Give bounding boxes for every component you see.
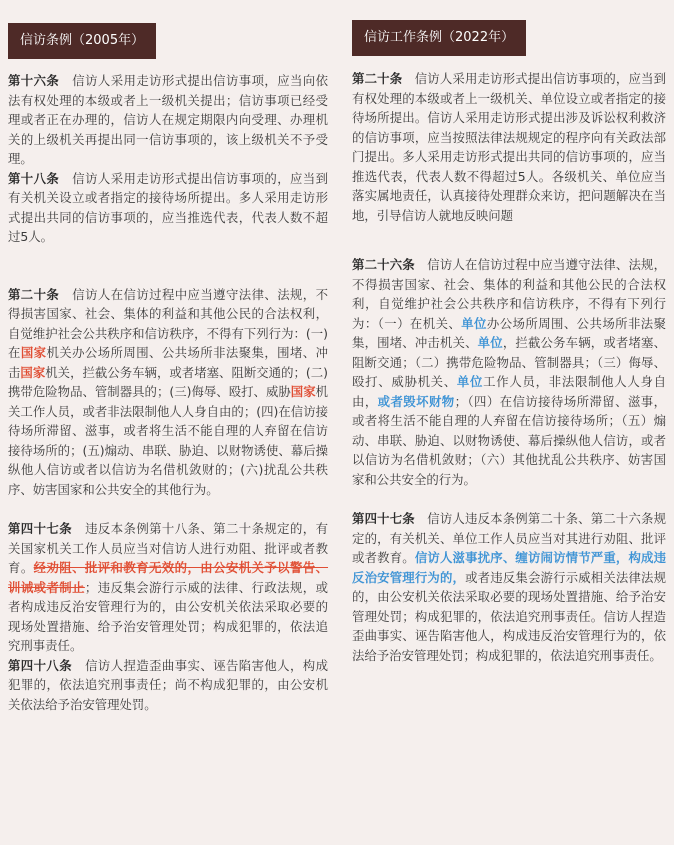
highlight-added: 单位 bbox=[461, 315, 487, 331]
highlight-removed: 国家 bbox=[290, 384, 316, 399]
article-20-new bbox=[352, 69, 666, 225]
highlight-added: 或者毁坏财物 bbox=[377, 393, 455, 409]
article-label: 第四十七条 bbox=[8, 521, 73, 536]
article-text: 工作人员，非法限制他人人身自由， bbox=[352, 374, 667, 409]
article-label: 第十八条 bbox=[8, 170, 60, 186]
article-text: 信访人采用走访形式提出信访事项，应当向依法有权处理的本级或者上一级机关提出；信访事项已经受理或者正在办理的，信访人在规定期限内向受理、办理机关的上级机关再提出同一信访事项的，该上级机关不予受理。 bbox=[8, 73, 328, 166]
article-text: 机关，拦截公务车辆，或者堵塞、阻断交通的；(二)携带危险物品、管制器具的；(三)侮辱、殴打、威胁 bbox=[8, 364, 329, 399]
article-47-new bbox=[352, 509, 666, 665]
article-text: 信访人违反本条例第二十条、第二十六条规定的，有关机关、单位工作人员应当对其进行劝阻、批评或者教育。 bbox=[352, 511, 667, 565]
highlight-removed: 国家 bbox=[20, 345, 47, 360]
column-2005 bbox=[8, 0, 328, 714]
article-label: 第十六条 bbox=[8, 73, 60, 88]
highlight-added: 单位 bbox=[456, 374, 484, 389]
article-label: 第二十六条 bbox=[352, 257, 415, 272]
article-text: 信访人采用走访形式提出信访事项的，应当到有权处理的本级或者上一级机关、单位设立或者指定的接待场所提出。信访人采用走访形式提出涉及诉讼权利救济的信访事项，应当按照法律法规规定的程序向有关政法部门提出。多人采用走访形式提出共同的信访事项的，应当推选代表，代表人数不得超过5人。各级机关、单位应当落实属地责任，认真接待处理群众来访，把问题解决在当地，引导信访人就地反映问题 bbox=[352, 71, 667, 223]
article-text: 违反本条例第十八条、第二十条规定的，有关国家机关工作人员应当对信访人进行劝阻、批评或者教育。 bbox=[8, 521, 328, 575]
highlight-added: 信访人滋事扰序、缠访闹访情节严重，构成违反治安管理行为的， bbox=[352, 550, 667, 585]
highlight-added: 单位 bbox=[477, 335, 503, 350]
article-text: ，拦截公务车辆，或者堵塞、阻断交通；（二）携带危险物品、管制器具；（三）侮辱、殴打、威胁机关、 bbox=[352, 335, 667, 389]
article-label: 第二十条 bbox=[8, 286, 60, 302]
article-47-old bbox=[8, 519, 328, 656]
article-text: 办公场所周围、公共场所非法聚集，围堵、冲击机关、 bbox=[352, 315, 667, 350]
article-text: 信访人采用走访形式提出信访事项的，应当到有关机关设立或者指定的接待场所提出。多人采用走访形式提出共同的信访事项的，应当推选代表，代表人数不超过5人。 bbox=[8, 170, 328, 244]
article-label: 第四十八条 bbox=[8, 657, 73, 673]
article-48-old bbox=[8, 656, 328, 715]
article-18-old bbox=[8, 169, 328, 247]
article-text: 信访人捏造歪曲事实、诬告陷害他人，构成犯罪的，依法追究刑事责任；尚不构成犯罪的，由公安机关依法给予治安管理处罚。 bbox=[8, 657, 328, 712]
struck-text: 经劝阻、批评和教育无效的，由公安机关予以警告、训诫或者制止 bbox=[8, 560, 329, 595]
article-16-old bbox=[8, 71, 328, 169]
article-text: 信访人在信访过程中应当遵守法律、法规，不得损害国家、社会、集体的利益和其他公民的合法权利，自觉维护社会公共秩序和信访秩序，不得有下列行为：(一)在 bbox=[8, 286, 328, 360]
column-2022 bbox=[352, 0, 666, 665]
article-text: ；（四）在信访接待场所滞留、滋事，或者将生活不能自理的人弃留在信访接待场所；（五）煽动、串联、胁迫、以财物诱使、幕后操纵他人信访，或者以信访为名借机敛财；（六）其他扰乱公共秩序、妨害国家和公共安全的行为。 bbox=[352, 393, 666, 487]
header-2022: 信访工作条例（2022年） bbox=[352, 20, 526, 56]
article-text: 信访人在信访过程中应当遵守法律、法规，不得损害国家、社会、集体的利益和其他公民的合法权利，自觉维护社会公共秩序和信访秩序，不得有下列行为：（一）在机关、 bbox=[352, 257, 667, 331]
article-26-new bbox=[352, 255, 666, 489]
article-text: 机关办公场所周围、公共场所非法聚集，围堵、冲击 bbox=[8, 345, 329, 380]
article-label: 第四十七条 bbox=[352, 511, 415, 526]
article-20-old bbox=[8, 285, 328, 500]
article-text: 机关工作人员，或者非法限制他人人身自由的；(四)在信访接待场所滞留、滋事，或者将生活不能自理的人弃留在信访接待场所的；(五)煽动、串联、胁迫、以财物诱使、幕后操纵他人信访或者以信访为名借机敛财的；(六)扰乱公共秩序、妨害国家和公共安全的其他行为。 bbox=[8, 384, 328, 497]
article-text: 或者违反集会游行示威相关法律法规的，由公安机关依法采取必要的现场处置措施、给予治安管理处罚；构成犯罪的，依法追究刑事责任。信访人捏造歪曲事实、诬告陷害他人，构成违反治安管理行为的，依法给予治安管理处罚；构成犯罪的，依法追究刑事责任。 bbox=[352, 569, 667, 663]
highlight-removed: 国家 bbox=[20, 364, 46, 380]
header-2005: 信访条例（2005年） bbox=[8, 23, 156, 59]
article-label: 第二十条 bbox=[352, 71, 403, 86]
article-text: ；违反集会游行示威的法律、行政法规，或者构成违反治安管理行为的，由公安机关依法采取必要的现场处置措施、给予治安管理处罚；构成犯罪的，依法追究刑事责任。 bbox=[8, 579, 329, 653]
